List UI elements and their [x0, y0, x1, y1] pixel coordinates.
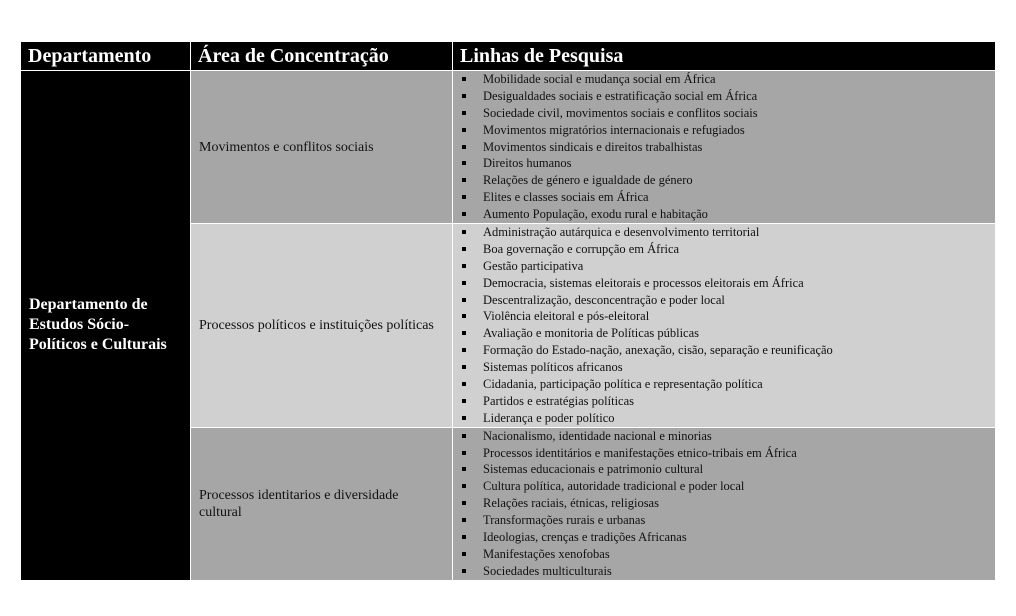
research-line-text: Liderança e poder político — [483, 410, 615, 425]
research-line-text: Sistemas políticos africanos — [483, 360, 623, 375]
area-cell: Processos identitarios e diversidade cultural — [191, 428, 453, 580]
square-bullet-icon — [462, 365, 466, 369]
research-line-text: Sistemas educacionais e patrimonio cultural — [483, 462, 704, 477]
table-row — [191, 71, 995, 224]
research-lines-table — [21, 42, 995, 580]
square-bullet-icon — [462, 382, 466, 386]
research-line-text: Ideologias, crenças e tradições Africanas — [483, 530, 687, 545]
square-bullet-icon — [462, 535, 466, 539]
list-item — [459, 563, 995, 580]
research-line-text: Gestão participativa — [483, 258, 584, 273]
table-row — [191, 428, 995, 580]
table-header-row — [21, 42, 995, 70]
square-bullet-icon — [462, 264, 466, 268]
list-item — [459, 342, 995, 359]
research-lines-list — [459, 428, 995, 580]
list-item — [459, 529, 995, 546]
list-item — [459, 478, 995, 495]
research-line-text: Desigualdades sociais e estratificação social em África — [483, 88, 758, 103]
research-line-text: Administração autárquica e desenvolvimento territorial — [483, 225, 760, 240]
research-line-text: Partidos e estratégias políticas — [483, 393, 635, 408]
list-item — [459, 292, 995, 309]
research-line-text: Democracia, sistemas eleitorais e processos eleitorais em África — [483, 275, 804, 290]
header-linhas: Linhas de Pesquisa — [460, 45, 624, 67]
square-bullet-icon — [462, 434, 466, 438]
square-bullet-icon — [462, 145, 466, 149]
list-item — [459, 241, 995, 258]
research-line-text: Mobilidade social e mudança social em África — [483, 72, 716, 86]
square-bullet-icon — [462, 314, 466, 318]
list-item — [459, 410, 995, 427]
header-departamento: Departamento — [21, 42, 191, 70]
square-bullet-icon — [462, 484, 466, 488]
research-lines-cell — [453, 71, 995, 223]
research-lines-list — [459, 71, 995, 223]
list-item — [459, 189, 995, 206]
research-line-text: Manifestações xenofobas — [483, 546, 610, 561]
research-line-text: Descentralização, desconcentração e poder local — [483, 292, 725, 307]
square-bullet-icon — [462, 128, 466, 132]
research-line-text: Avaliação e monitoria de Políticas públicas — [483, 326, 700, 341]
department-cell: Departamento de Estudos Sócio-Políticos e Culturais — [21, 71, 191, 580]
list-item — [459, 172, 995, 189]
square-bullet-icon — [462, 161, 466, 165]
square-bullet-icon — [462, 111, 466, 115]
research-line-text: Aumento População, exodu rural e habitação — [483, 207, 708, 222]
list-item — [459, 275, 995, 292]
square-bullet-icon — [462, 298, 466, 302]
list-item — [459, 376, 995, 393]
research-line-text: Cultura política, autoridade tradicional e poder local — [483, 479, 745, 494]
square-bullet-icon — [462, 247, 466, 251]
research-line-text: Transformações rurais e urbanas — [483, 513, 646, 528]
concentration-groups — [191, 71, 995, 580]
list-item — [459, 393, 995, 410]
square-bullet-icon — [462, 281, 466, 285]
list-item — [459, 206, 995, 223]
research-line-text: Violência eleitoral e pós-eleitoral — [483, 309, 650, 324]
list-item — [459, 308, 995, 325]
table-body — [21, 70, 995, 580]
research-lines-cell — [453, 224, 995, 427]
list-item — [459, 512, 995, 529]
research-line-text: Sociedade civil, movimentos sociais e conflitos sociais — [483, 105, 758, 120]
list-item — [459, 546, 995, 563]
list-item — [459, 461, 995, 478]
square-bullet-icon — [462, 451, 466, 455]
list-item — [459, 258, 995, 275]
research-line-text: Relações de género e igualdade de género — [483, 173, 693, 188]
square-bullet-icon — [462, 518, 466, 522]
list-item — [459, 71, 995, 88]
list-item — [459, 445, 995, 462]
square-bullet-icon — [462, 195, 466, 199]
research-line-text: Elites e classes sociais em África — [483, 190, 649, 205]
list-item — [459, 428, 995, 445]
square-bullet-icon — [462, 348, 466, 352]
list-item — [459, 139, 995, 156]
research-line-text: Relações raciais, étnicas, religiosas — [483, 496, 659, 511]
research-line-text: Sociedades multiculturais — [483, 563, 612, 578]
research-line-text: Direitos humanos — [483, 156, 572, 171]
square-bullet-icon — [462, 467, 466, 471]
list-item — [459, 325, 995, 342]
table-row — [191, 224, 995, 428]
square-bullet-icon — [462, 178, 466, 182]
research-lines-cell — [453, 428, 995, 580]
list-item — [459, 359, 995, 376]
list-item — [459, 224, 995, 241]
research-line-text: Movimentos migratórios internacionais e refugiados — [483, 122, 745, 137]
list-item — [459, 122, 995, 139]
list-item — [459, 88, 995, 105]
square-bullet-icon — [462, 552, 466, 556]
list-item — [459, 105, 995, 122]
square-bullet-icon — [462, 501, 466, 505]
list-item — [459, 155, 995, 172]
research-line-text: Boa governação e corrupção em África — [483, 241, 680, 256]
square-bullet-icon — [462, 331, 466, 335]
research-line-text: Nacionalismo, identidade nacional e minorias — [483, 428, 712, 443]
square-bullet-icon — [462, 399, 466, 403]
area-cell: Movimentos e conflitos sociais — [191, 71, 453, 223]
square-bullet-icon — [462, 569, 466, 573]
research-line-text: Processos identitários e manifestações etnico-tribais em África — [483, 445, 797, 460]
research-line-text: Cidadania, participação política e representação política — [483, 377, 763, 392]
square-bullet-icon — [462, 94, 466, 98]
list-item — [459, 495, 995, 512]
research-line-text: Movimentos sindicais e direitos trabalhistas — [483, 139, 703, 154]
research-lines-list — [459, 224, 995, 427]
square-bullet-icon — [462, 230, 466, 234]
square-bullet-icon — [462, 416, 466, 420]
square-bullet-icon — [462, 77, 466, 81]
square-bullet-icon — [462, 212, 466, 216]
header-area: Área de Concentração — [191, 42, 453, 70]
research-line-text: Formação do Estado-nação, anexação, cisão, separação e reunificação — [483, 343, 833, 358]
area-cell: Processos políticos e instituições políticas — [191, 224, 453, 427]
